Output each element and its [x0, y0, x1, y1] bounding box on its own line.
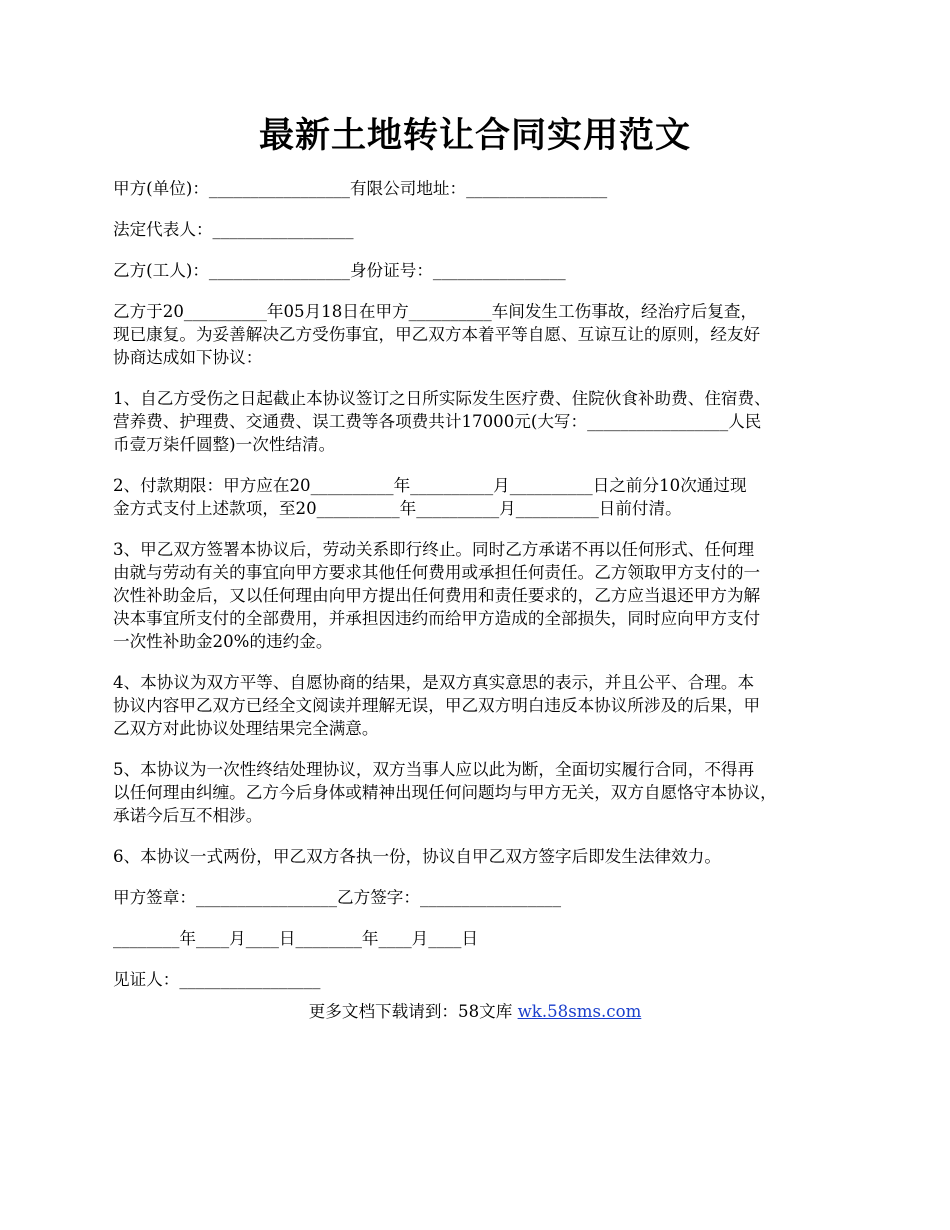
- text-line: 以任何理由纠缠。乙方今后身体或精神出现任何问题均与甲方无关，双方自愿恪守本协议，: [113, 783, 777, 802]
- witness-line: [113, 968, 853, 991]
- clause-1: [113, 387, 853, 456]
- text-line: 协议内容甲乙双方已经全文阅读并理解无误，甲乙双方明白违反本协议所涉及的后果，甲: [113, 696, 761, 715]
- legal-representative-line: [113, 218, 853, 241]
- document-body: [113, 177, 853, 1009]
- footer: [0, 1000, 950, 1023]
- text-line: 营养费、护理费、交通费、误工费等各项费共计17000元(大写：_________________人民: [113, 412, 762, 431]
- clause-6: [113, 845, 853, 868]
- text-line: 4、本协议为双方平等、自愿协商的结果，是双方真实意思的表示，并且公平、合理。本: [113, 673, 755, 692]
- text-line: 承诺今后互不相涉。: [113, 806, 263, 825]
- text-line: 决本事宜所支付的全部费用，并承担因违约而给甲方造成的全部损失，同时应向甲方支付: [113, 609, 761, 628]
- text-line: 现已康复。为妥善解决乙方受伤事宜，甲乙双方本着平等自愿、互谅互让的原则，经友好: [113, 325, 761, 344]
- text-line: 币壹万柒仟圆整)一次性结清。: [113, 435, 336, 454]
- date-line: [113, 927, 853, 950]
- footer-text: 更多文档下载请到：58文库: [308, 1002, 518, 1021]
- text-line: 由就与劳动有关的事宜向甲方要求其他任何费用或承担任何责任。乙方领取甲方支付的一: [113, 563, 761, 582]
- clause-4: [113, 671, 853, 740]
- text-line: 5、本协议为一次性终结处理协议，双方当事人应以此为断，全面切实履行合同，不得再: [113, 760, 755, 779]
- clause-5: [113, 758, 853, 827]
- text-line: 次性补助金后，又以任何理由向甲方提出任何费用和责任要求的，乙方应当退还甲方为解: [113, 586, 761, 605]
- clause-2: [113, 474, 853, 520]
- text-line: 金方式支付上述款项，至20__________年__________月__________日前付清。: [113, 499, 682, 518]
- text-line: 3、甲乙双方签署本协议后，劳动关系即行终止。同时乙方承诺不再以任何形式、任何理: [113, 540, 755, 559]
- text-line: 甲方签章：_________________乙方签字：_________________: [113, 888, 562, 907]
- text-line: 乙方于20__________年05月18日在甲方__________车间发生工伤事故，经治疗后复查，: [113, 302, 758, 321]
- text-line: 一次性补助金20%的违约金。: [113, 632, 333, 651]
- text-line: 协商达成如下协议：: [113, 348, 263, 367]
- document-title: 最新土地转让合同实用范文: [258, 115, 691, 156]
- intro-paragraph: [113, 300, 853, 369]
- text-line: 见证人：_________________: [113, 970, 321, 989]
- party-a-line: [113, 177, 853, 200]
- signature-line: [113, 886, 853, 909]
- footer-link[interactable]: wk.58sms.com: [517, 1002, 642, 1021]
- text-line: 1、自乙方受伤之日起截止本协议签订之日所实际发生医疗费、住院伙食补助费、住宿费、: [113, 389, 771, 408]
- text-line: 2、付款期限：甲方应在20__________年__________月__________日之前分10次通过现: [113, 476, 747, 495]
- text-line: 乙方(工人)：_________________身份证号：________________: [113, 261, 566, 280]
- clause-3: [113, 538, 853, 653]
- text-line: 6、本协议一式两份，甲乙双方各执一份，协议自甲乙双方签字后即发生法律效力。: [113, 847, 721, 866]
- text-line: ________年____月____日________年____月____日: [113, 929, 479, 948]
- text-line: 乙双方对此协议处理结果完全满意。: [113, 719, 379, 738]
- party-b-line: [113, 259, 853, 282]
- text-line: 法定代表人：_________________: [113, 220, 354, 239]
- text-line: 甲方(单位)：_________________有限公司地址：_________________: [113, 179, 608, 198]
